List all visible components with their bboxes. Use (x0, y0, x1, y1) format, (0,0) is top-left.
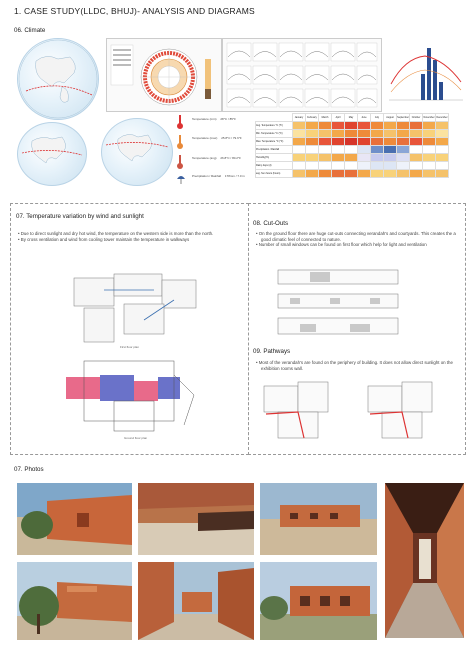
photo-4-svg (385, 483, 464, 638)
table-cell (436, 122, 449, 130)
pathways-bullet-1: • Most of the verandah's are found on the periphery of building. It does not allow direct sunlight on the exhibition rooms wall. (256, 360, 453, 371)
photo-7-svg (260, 562, 377, 640)
table-cell (436, 170, 449, 178)
photo-building-overview (260, 562, 377, 640)
cutouts-bullet-1-text: On the ground floor there are huge cut-outs connecting verandah's and courtyards. This creates the a good climatic feel of connected to nature. (258, 231, 456, 242)
temp-min-label: Temperature (min) (192, 117, 217, 121)
row-label: avg. Sun hours (hours) (256, 170, 293, 178)
floor-plan-first (64, 270, 204, 352)
table-cell (371, 146, 384, 154)
month-header: July (371, 114, 384, 122)
table-row (256, 162, 449, 170)
table-cell (384, 138, 397, 146)
photo-1-svg (17, 483, 132, 555)
sun-path-globe-winter (17, 122, 87, 186)
floor-plan-ground (64, 355, 204, 443)
svg-text:First floor plan: First floor plan (120, 345, 140, 349)
table-cell (293, 162, 306, 170)
table-cell (345, 146, 358, 154)
table-cell (371, 170, 384, 178)
table-cell (319, 146, 332, 154)
table-cell (410, 146, 423, 154)
table-cell (410, 162, 423, 170)
temperature-legend (176, 114, 252, 190)
floor-plan-ground-svg (64, 355, 204, 443)
table-cell (423, 138, 436, 146)
table-cell (358, 170, 371, 178)
table-corner (256, 114, 293, 122)
table-cell (423, 162, 436, 170)
table-cell (436, 130, 449, 138)
month-header: December (436, 114, 449, 122)
table-cell (358, 162, 371, 170)
wind-bullet-1-text: Due to direct sunlight and dry hot wind, the temperature on the western side is more than the north. (20, 231, 214, 236)
table-cell (358, 122, 371, 130)
table-cell (371, 138, 384, 146)
table-cell (345, 162, 358, 170)
wind-bullets (18, 231, 218, 242)
globe-map (18, 39, 98, 119)
temp-min-value: 28°C / 85°F (220, 117, 236, 121)
cutouts-bullet-2-text: Number of small windows can be found on first floor which help for light and ventilation (258, 242, 427, 248)
table-cell (410, 170, 423, 178)
month-header: June (358, 114, 371, 122)
table-cell (345, 170, 358, 178)
pathway-plans (258, 378, 458, 444)
photo-ramp (138, 483, 254, 555)
table-cell (423, 170, 436, 178)
pathways-heading: 09. Pathways (253, 348, 291, 355)
table-cell (319, 154, 332, 162)
table-cell (384, 162, 397, 170)
table-cell (384, 130, 397, 138)
table-cell (306, 162, 319, 170)
table-cell (436, 162, 449, 170)
temp-max-value: 25.8°C / 79.6°F (221, 136, 242, 140)
sections-svg (270, 266, 410, 346)
table-cell (306, 130, 319, 138)
table-cell (410, 154, 423, 162)
table-cell (293, 130, 306, 138)
month-header: November (423, 114, 436, 122)
row-label: Max. Temperature °C (°F) (256, 138, 293, 146)
sun-wheel-panel (106, 38, 222, 112)
svg-text:Ground floor plan: Ground floor plan (124, 436, 148, 440)
rainfall-chart (385, 38, 465, 110)
sections-drawing (270, 266, 410, 346)
table-cell (397, 162, 410, 170)
cutouts-bullet-2: • Number of small windows can be found on first floor which help for light and ventilation (256, 242, 427, 248)
table-cell (371, 122, 384, 130)
wind-bullet-2-text: By cross ventilation and wind from cooling tower maintain the temperature in walkways (20, 236, 190, 242)
page-title: 1. CASE STUDY(LLDC, BHUJ)- ANALYSIS AND DIAGRAMS (14, 6, 255, 16)
table-cell (384, 154, 397, 162)
month-header: February (306, 114, 319, 122)
temp-avg-label: Temperature (avg) (192, 156, 217, 160)
pathways-bullet-1-text: Most of the verandah's are found on the periphery of building. It does not allow direct sunlight on the exhibition rooms wall. (258, 360, 453, 371)
monthly-charts-grid (222, 38, 382, 112)
table-cell (358, 146, 371, 154)
monthly-charts (223, 39, 381, 111)
temp-max-label: Temperature (max) (192, 136, 218, 140)
table-cell (384, 146, 397, 154)
table-cell (423, 122, 436, 130)
photo-facade-tree (17, 562, 132, 640)
row-label: Min. Temperature °C (°F) (256, 130, 293, 138)
table-cell (397, 170, 410, 178)
table-cell (397, 146, 410, 154)
table-cell (319, 122, 332, 130)
climate-heading: 06. Climate (14, 27, 46, 34)
table-cell (293, 146, 306, 154)
table-cell (332, 170, 345, 178)
month-header: January (293, 114, 306, 122)
cutouts-bullets (256, 231, 456, 248)
table-cell (332, 146, 345, 154)
photo-exterior (260, 483, 377, 555)
table-cell (332, 122, 345, 130)
month-header: March (319, 114, 332, 122)
table-cell (423, 130, 436, 138)
table-cell (293, 170, 306, 178)
table-cell (397, 138, 410, 146)
photo-6-svg (138, 562, 254, 640)
rain-value: 178mm / 7.0 in (224, 174, 245, 178)
wind-bullet-2: • By cross ventilation and wind from cooling tower maintain the temperature in walkways (18, 236, 190, 242)
table-cell (397, 122, 410, 130)
table-cell (384, 170, 397, 178)
photo-courtyard-wall (17, 483, 132, 555)
table-cell (436, 154, 449, 162)
photo-5-svg (17, 562, 132, 640)
month-header: August (384, 114, 397, 122)
table-cell (332, 138, 345, 146)
table-cell (410, 130, 423, 138)
climate-table (255, 113, 467, 185)
table-cell (410, 138, 423, 146)
table-row (256, 170, 449, 178)
month-header: April (332, 114, 345, 122)
pathways-bullets (256, 360, 456, 371)
floor-plan-first-svg (64, 270, 204, 352)
table-cell (293, 154, 306, 162)
row-label: Precipitation / Rainfall (256, 146, 293, 154)
table-cell (371, 154, 384, 162)
rainfall-svg (385, 38, 465, 110)
table-row (256, 138, 449, 146)
table-cell (332, 130, 345, 138)
table-cell (358, 138, 371, 146)
cutouts-heading: 08. Cut-Outs (253, 220, 289, 227)
table-cell (319, 130, 332, 138)
thermometer-icon-min (176, 114, 184, 135)
photo-2-svg (138, 483, 254, 555)
month-header: May (345, 114, 358, 122)
table-cell (345, 122, 358, 130)
table-row (256, 146, 449, 154)
table-cell (319, 162, 332, 170)
wind-bullet-1: • Due to direct sunlight and dry hot wind, the temperature on the western side is more than the north. (18, 231, 214, 236)
table-cell (384, 122, 397, 130)
table-cell (397, 154, 410, 162)
table-cell (397, 130, 410, 138)
table-cell (319, 138, 332, 146)
thermometer-icon-max (176, 134, 184, 155)
table-row (256, 122, 449, 130)
sun-wheel-diagram (107, 39, 221, 111)
table-cell (306, 146, 319, 154)
table-cell (436, 146, 449, 154)
umbrella-icon (176, 172, 186, 190)
table-cell (423, 154, 436, 162)
row-label: Avg. Temperature °C (°F) (256, 122, 293, 130)
temp-avg-value: 26.8°C / 80.2°F (220, 156, 241, 160)
cutouts-bullet-1: • On the ground floor there are huge cut-outs connecting verandah's and courtyards. This creates the a good climatic feel of connected to nature. (256, 231, 456, 242)
row-label: Humidity(%) (256, 154, 293, 162)
table-cell (371, 130, 384, 138)
table-cell (306, 122, 319, 130)
table-cell (410, 122, 423, 130)
table-row (256, 154, 449, 162)
climate-data-table (255, 113, 449, 178)
pathway-plans-svg (258, 378, 458, 444)
wind-heading: 07. Temperature variation by wind and sunlight (16, 213, 144, 220)
table-cell (358, 130, 371, 138)
globe-map-winter (18, 123, 86, 185)
table-cell (358, 154, 371, 162)
month-header: October (410, 114, 423, 122)
table-cell (319, 170, 332, 178)
table-cell (423, 146, 436, 154)
table-cell (293, 138, 306, 146)
table-cell (332, 162, 345, 170)
globe-map-summer (102, 119, 172, 185)
row-label: Rainy days (d) (256, 162, 293, 170)
sun-path-globe-large (17, 38, 99, 120)
photos-heading: 07. Photos (14, 466, 44, 473)
table-cell (345, 130, 358, 138)
table-cell (371, 162, 384, 170)
table-cell (345, 154, 358, 162)
table-row (256, 130, 449, 138)
table-cell (436, 138, 449, 146)
table-cell (332, 154, 345, 162)
month-header: September (397, 114, 410, 122)
table-cell (306, 138, 319, 146)
photo-courtyard-steps (138, 562, 254, 640)
photo-corridor (385, 483, 464, 638)
photo-3-svg (260, 483, 377, 555)
table-cell (306, 170, 319, 178)
rain-label: Precipitation / Rainfall (192, 174, 222, 178)
table-cell (306, 154, 319, 162)
table-cell (293, 122, 306, 130)
table-cell (345, 138, 358, 146)
sun-path-globe-summer (101, 118, 173, 186)
